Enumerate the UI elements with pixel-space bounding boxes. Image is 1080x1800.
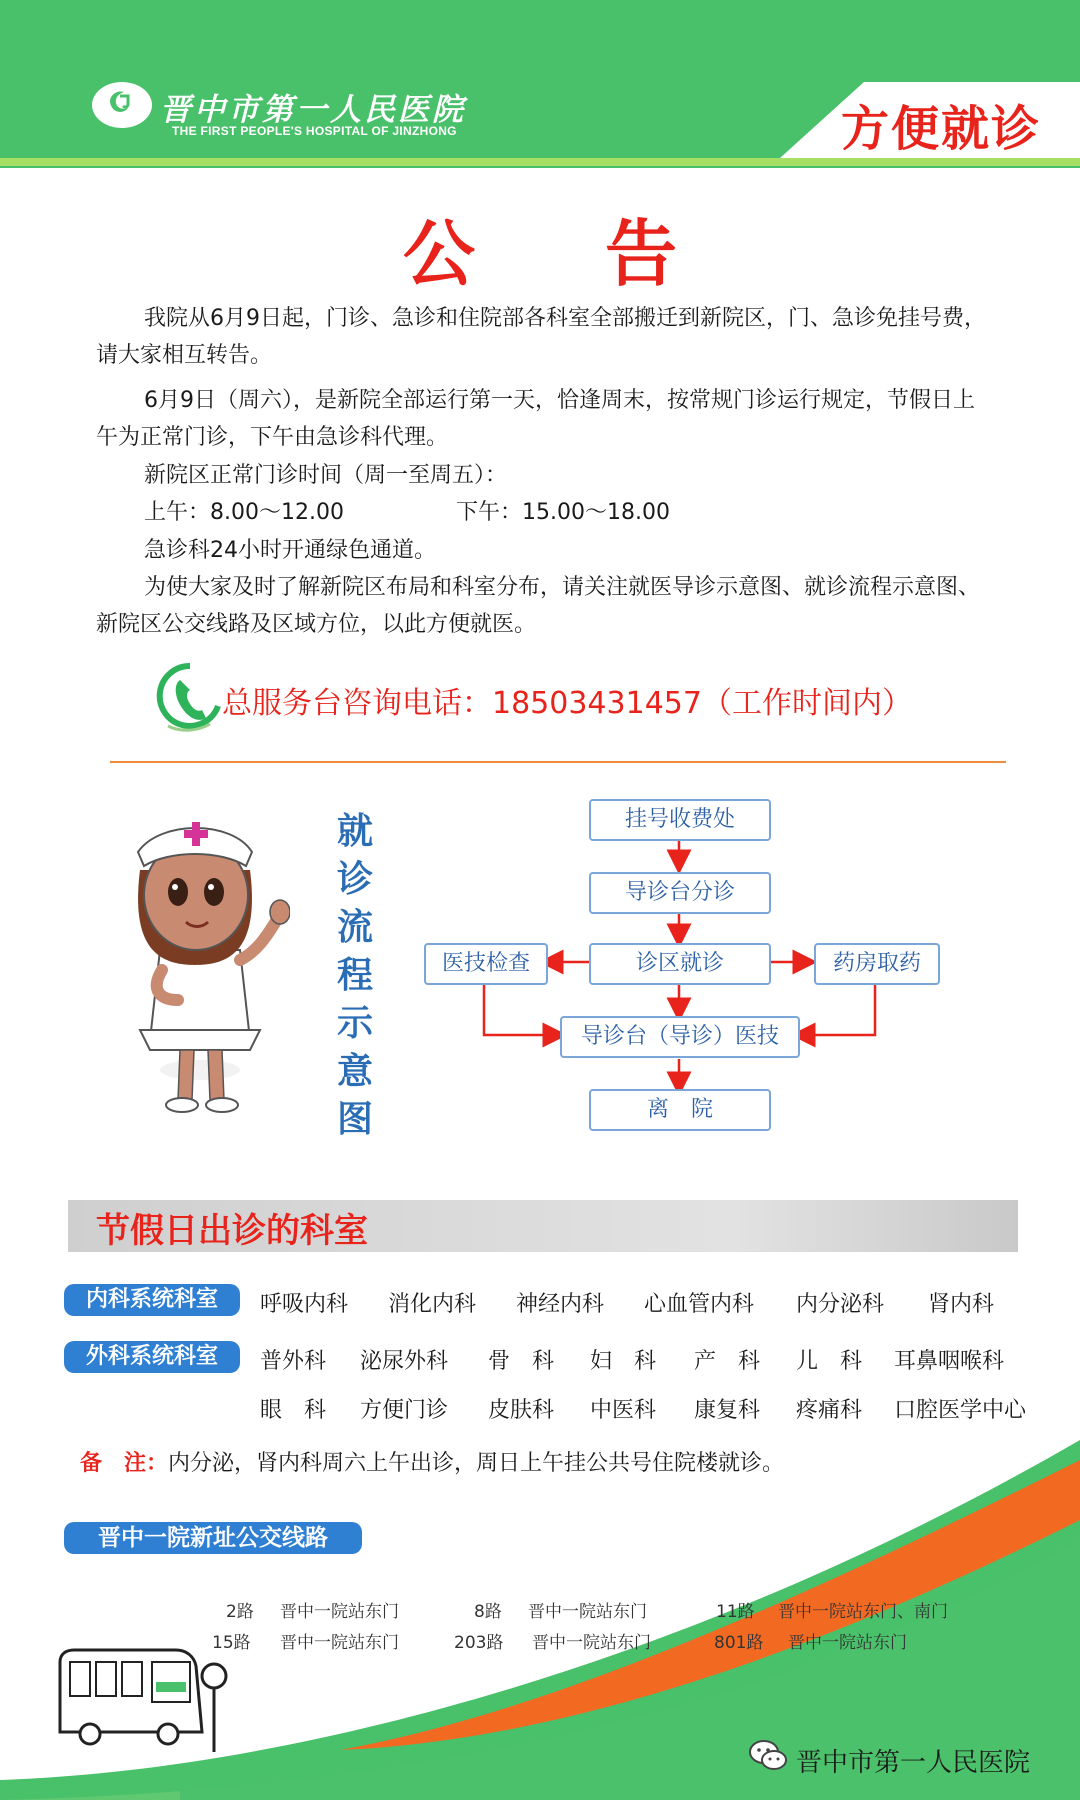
dept-surgical-7: 耳鼻咽喉科	[894, 1349, 1005, 1374]
bus-route-stop-1: 晋中一院站东门	[280, 1602, 399, 1622]
dept-note-label: 备 注：	[80, 1451, 169, 1476]
phone-icon	[156, 662, 224, 734]
bus-route-stop-3: 晋中一院站东门、南门	[778, 1602, 948, 1622]
dept-surgical-6: 儿 科	[796, 1349, 863, 1374]
dept-internal-6: 肾内科	[928, 1292, 995, 1317]
flow-box-guide: 导诊台（导诊）医技	[560, 1016, 800, 1058]
notice-paragraph-5-text: 为使大家及时了解新院区布局和科室分布，请关注就医导诊示意图、就诊流程示意图、新院区公交线路及区域方位，以此方便就医。	[96, 575, 981, 637]
internal-dept-label: 内科系统科室	[64, 1284, 240, 1316]
dept-surgical-9: 方便门诊	[360, 1398, 449, 1423]
bus-route-stop-4: 晋中一院站东门	[280, 1633, 399, 1653]
dept-surgical-12: 康复科	[694, 1398, 761, 1423]
dept-note	[80, 1446, 784, 1477]
bus-route-stop-2: 晋中一院站东门	[528, 1602, 647, 1622]
dept-internal-4: 心血管内科	[644, 1292, 755, 1317]
flow-box-exam: 医技检查	[424, 943, 548, 985]
notice-paragraph-2	[96, 382, 986, 456]
dept-surgical-5: 产 科	[694, 1349, 761, 1374]
bus-route-line-1: 2路	[226, 1602, 254, 1622]
section-divider	[110, 761, 1006, 763]
notice-title: 公告	[402, 212, 807, 296]
holiday-departments-title: 节假日出诊的科室	[96, 1211, 368, 1251]
hours-am: 上午：8.00～12.00	[144, 500, 344, 525]
bus-route-line-3: 11路	[716, 1602, 755, 1622]
dept-surgical-2: 泌尿外科	[360, 1349, 449, 1374]
dept-internal-5: 内分泌科	[796, 1292, 885, 1317]
clinic-hours	[144, 494, 670, 531]
hospital-logo	[92, 82, 152, 128]
header-stripe	[0, 158, 1080, 166]
dept-surgical-8: 眼 科	[260, 1398, 327, 1423]
footer-account: 晋中市第一人民医院	[796, 1748, 1031, 1778]
dept-internal-3: 神经内科	[516, 1292, 605, 1317]
flow-box-pharmacy: 药房取药	[814, 943, 940, 985]
flow-box-triage: 导诊台分诊	[589, 872, 771, 914]
hospital-logo-icon	[106, 88, 138, 116]
surgical-dept-label: 外科系统科室	[64, 1341, 240, 1373]
hours-pm: 下午：15.00～18.00	[456, 500, 670, 525]
flow-box-register: 挂号收费处	[589, 799, 771, 841]
notice-paragraph-3-text: 新院区正常门诊时间（周一至周五）：	[144, 463, 508, 488]
notice-paragraph-2-text: 6月9日（周六），是新院全部运行第一天，恰逢周末，按常规门诊运行规定，节假日上午为正常门诊，下午由急诊科代理。	[96, 388, 975, 450]
nurse-illustration	[100, 800, 290, 1120]
service-phone: 总服务台咨询电话：18503431457（工作时间内）	[222, 686, 912, 721]
bus-illustration	[56, 1642, 236, 1762]
flow-box-leave: 离 院	[589, 1089, 771, 1131]
dept-surgical-11: 中医科	[590, 1398, 657, 1423]
notice-paragraph-1	[96, 300, 986, 374]
notice-paragraph-4	[96, 532, 986, 569]
bus-route-line-6: 801路	[714, 1633, 764, 1653]
dept-surgical-3: 骨 科	[488, 1349, 555, 1374]
notice-paragraph-4-text: 急诊科24小时开通绿色通道。	[144, 538, 436, 563]
bus-route-line-5: 203路	[454, 1633, 504, 1653]
bus-routes-title: 晋中一院新址公交线路	[64, 1522, 362, 1554]
notice-paragraph-3	[96, 457, 986, 494]
dept-surgical-14: 口腔医学中心	[894, 1398, 1027, 1423]
hospital-name-en: THE FIRST PEOPLE'S HOSPITAL OF JINZHONG	[172, 124, 457, 138]
bus-route-stop-5: 晋中一院站东门	[532, 1633, 651, 1653]
bus-route-line-4: 15路	[212, 1633, 251, 1653]
wechat-icon	[748, 1738, 788, 1774]
bus-route-stop-6: 晋中一院站东门	[788, 1633, 907, 1653]
dept-surgical-4: 妇 科	[590, 1349, 657, 1374]
dept-note-text: 内分泌，肾内科周六上午出诊，周日上午挂公共号住院楼就诊。	[168, 1451, 785, 1476]
dept-surgical-10: 皮肤科	[488, 1398, 555, 1423]
banner-title: 方便就诊	[840, 101, 1041, 157]
hospital-name: 晋中市第一人民医院	[160, 92, 466, 128]
bus-route-line-2: 8路	[474, 1602, 502, 1622]
dept-surgical-1: 普外科	[260, 1349, 327, 1374]
flow-title: 就诊流程示意图	[336, 811, 373, 1140]
dept-internal-1: 呼吸内科	[260, 1292, 349, 1317]
dept-internal-2: 消化内科	[388, 1292, 477, 1317]
notice-paragraph-1-text: 我院从6月9日起，门诊、急诊和住院部各科室全部搬迁到新院区，门、急诊免挂号费，请大家相互转告。	[96, 306, 986, 368]
flow-box-consult: 诊区就诊	[589, 943, 771, 985]
dept-surgical-13: 疼痛科	[796, 1398, 863, 1423]
notice-paragraph-5	[96, 569, 986, 643]
